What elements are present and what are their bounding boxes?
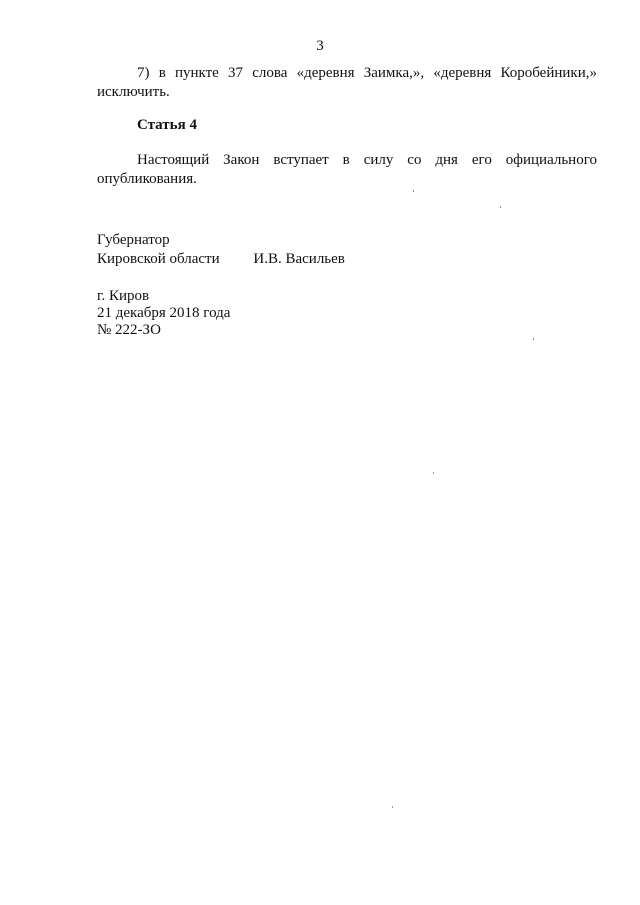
issuance-details — [97, 288, 230, 339]
article-heading: Статья 4 — [137, 117, 197, 133]
signatory-title: Губернатор — [97, 232, 170, 248]
place-of-signing: г. Киров — [97, 288, 150, 304]
scan-speck — [413, 190, 414, 192]
article-text: Настоящий Закон вступает в силу со дня его официального опубликования. — [97, 152, 597, 187]
signatory-name: И.В. Васильев — [253, 251, 345, 267]
date-of-signing: 21 декабря 2018 года — [97, 305, 231, 321]
signatory-row — [97, 250, 345, 269]
page-number: 3 — [316, 38, 324, 54]
law-number: № 222-ЗО — [97, 322, 161, 338]
scan-speck — [533, 338, 534, 340]
scan-speck — [500, 206, 501, 208]
signatory-region: Кировской области — [97, 251, 220, 267]
amendment-paragraph: 7) в пункте 37 слова «деревня Заимка,», «деревня Коробейники,» исключить. — [97, 65, 597, 100]
signature-block — [97, 231, 345, 269]
scan-speck — [392, 806, 393, 808]
scan-speck — [433, 472, 434, 474]
